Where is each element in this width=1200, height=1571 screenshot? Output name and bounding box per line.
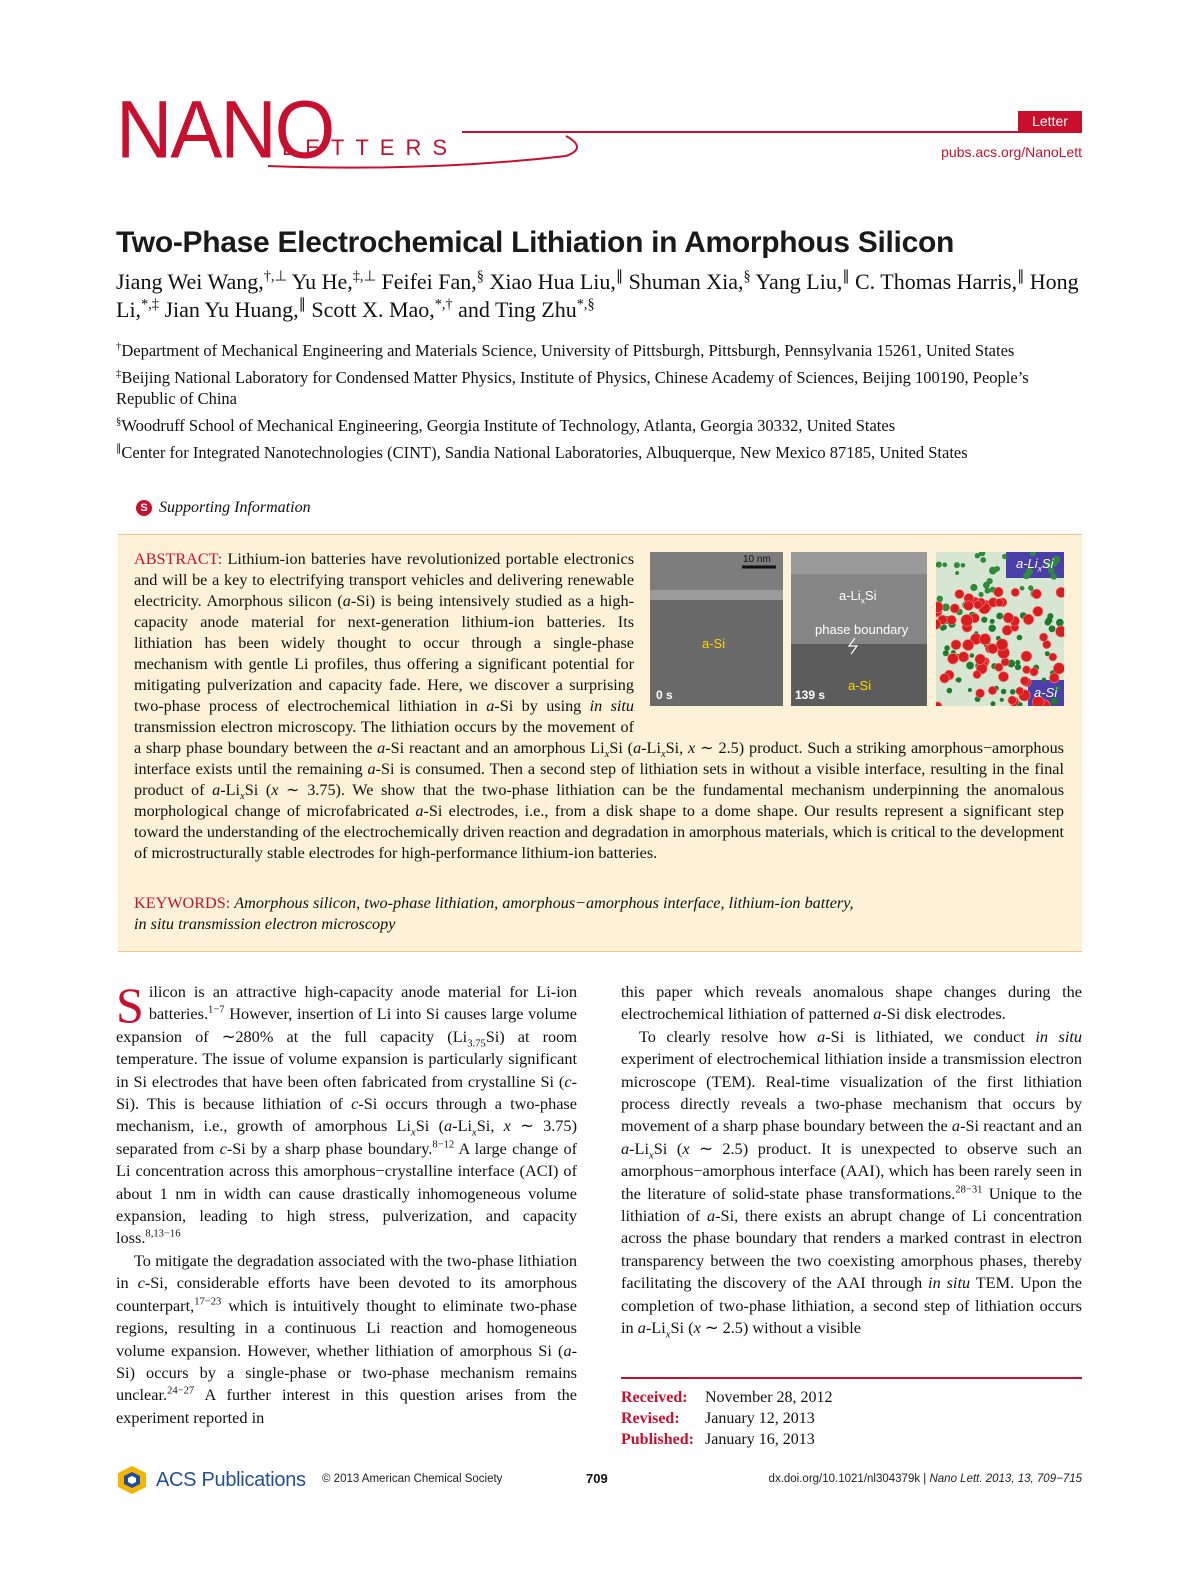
si-atom [947,688,953,694]
supporting-info-icon: S [136,500,152,516]
li-atom [955,590,964,599]
scale-bar-label: 10 nm [743,554,771,565]
li-atom [1049,673,1059,683]
affiliations [116,340,1082,469]
li-atom [1008,696,1017,705]
si-atom [944,645,950,651]
author-name: Jian Yu Huang, [164,297,299,322]
li-atom [1049,653,1057,661]
li-atom [994,587,1004,597]
li-atom [1030,668,1038,676]
author-affiliation-marks: ∥ [615,268,624,285]
li-atom [940,674,950,684]
si-atom [1020,586,1025,591]
si-atom [942,625,947,630]
author-affiliation-marks: †,⊥ [263,268,287,285]
si-atom [1051,573,1057,579]
li-atom [1020,677,1029,686]
affiliation-item [116,340,1082,361]
li-atom [1016,687,1024,695]
supporting-info-label: Supporting Information [159,499,311,516]
panel2-phase-boundary-label: phase boundary [815,622,909,637]
affiliation-mark: † [116,340,122,353]
li-atom [995,599,1003,607]
li-atom [1023,614,1034,625]
li-atom [976,689,985,698]
keywords [134,893,1064,935]
author-name: Shuman Xia, [628,269,744,294]
body-column-right [621,981,1082,1340]
tem-texture-icon [650,552,783,706]
author-name: Xiao Hua Liu, [489,269,616,294]
affiliation-text: Woodruff School of Mechanical Engineering, Georgia Institute of Technology, Atlanta, Georgia 30332, United States [121,416,896,435]
citation-text: Nano Lett. 2013, 13, 709−715 [929,1473,1082,1485]
acs-publications-logo[interactable] [116,1464,306,1496]
li-atom [950,604,959,613]
li-atom [980,634,991,645]
si-atom [979,592,984,597]
li-atom [964,601,974,611]
author-name: Hong Li, [116,269,1079,322]
li-atom [974,601,982,609]
si-atom [1028,585,1033,590]
atomistic-simulation-panel [936,552,1064,706]
page-footer [116,1464,1082,1500]
author-affiliation-marks: § [743,268,751,285]
affiliation-mark: ∥ [116,442,122,455]
affiliation-mark: ‡ [116,367,122,380]
panel3-asi-label: a-Si [1034,685,1058,700]
li-atom [961,614,973,626]
si-atom [968,688,972,692]
li-atom [973,671,981,679]
si-atom [984,584,988,588]
publication-history [621,1387,833,1450]
author-affiliation-marks: *,† [434,296,453,313]
keywords-heading: KEYWORDS: [134,894,231,912]
atom-cluster-icon [936,552,1064,706]
si-atom [994,566,1000,572]
panel3-alixsi-label: $a-Li_xSi$ [1016,556,1054,574]
li-atom [948,653,959,664]
li-atom [1056,587,1064,597]
article-type-badge: Letter [1018,111,1082,132]
si-atom [970,584,977,591]
author-affiliation-marks: ∥ [1017,268,1025,285]
author-affiliation-marks: § [476,268,484,285]
history-published: Published: January 16, 2013 [621,1431,815,1448]
si-atom [954,562,960,568]
tem-panel-139s [791,552,927,706]
tem-panel-0s [650,552,783,706]
si-atom [1047,613,1053,619]
li-atom [947,615,956,624]
abstract-heading: ABSTRACT: [134,550,223,568]
li-atom [1053,663,1064,674]
si-atom [981,617,987,623]
si-atom [1000,698,1004,702]
si-atom [1015,660,1020,665]
si-atom [943,650,949,656]
si-atom [990,619,995,624]
keywords-line-2: in situ transmission electron microscopy [134,915,396,933]
paragraph-3: this paper which reveals anomalous shape changes during the electrochemical lithiation of patterned a-Si disk electrodes. [621,982,1082,1024]
page-number: 709 [586,1471,608,1486]
si-atom [1015,664,1021,670]
history-revised: Revised: January 12, 2013 [621,1410,815,1427]
li-atom [1032,589,1042,599]
li-atom [1003,613,1013,623]
si-atom [1002,554,1007,559]
affiliation-item [116,442,1082,463]
si-atom [1017,635,1023,641]
paragraph-1: Silicon is an attractive high-capacity anode material for Li-ion batteries.$^{1-7}$ However, insertion of Li into Si causes large volume expansion of ∼280% at the full capacity $(Li_{3.75}Si)$ at room temperature. The issue of volume expansion is particularly significant in Si electrodes that have been often fabricated from crystalline Si (c-Si). This is because lithiation of c-Si occurs through a two-phase mechanism, i.e., growth of amorphous $Li_xSi$ ($a-Li_xSi$, x ∼ 3.75) separated from c-Si by a sharp phase boundary.$^{8-12}$ A large change of Li concentration across this amorphous−crystalline interface (ACI) of about 1 nm in width can cause drastically inhomogeneous volume expansion, leading to high stress, pulverization, and capacity loss.$^{8,13-16}$ [116,977,578,1248]
affiliation-item [116,415,1082,436]
si-atom [991,701,996,706]
supporting-information-link[interactable] [136,499,311,517]
author-name: Scott X. Mao, [311,297,435,322]
author-name: Yang Liu, [755,269,843,294]
author-affiliation-marks: ∥ [842,268,850,285]
panel1-time: 0 s [656,688,673,702]
acs-hexagon-icon [116,1464,148,1496]
li-atom [1056,626,1065,637]
si-atom [996,613,1003,620]
si-atom [1056,619,1064,627]
li-atom [995,663,1003,671]
author-name: C. Thomas Harris, [854,269,1018,294]
affiliation-item [116,367,1082,409]
author-affiliation-marks: *,§ [576,296,595,313]
si-atom [942,562,947,567]
author-name: Feifei Fan, [381,269,477,294]
li-atom [1021,651,1032,662]
author-affiliation-marks: *,‡ [141,296,159,313]
panel2-asi-label: a-Si [848,678,872,693]
panel2-time: 139 s [795,688,826,702]
panel2-alixsi-label: $a-Li_xSi$ [839,588,877,606]
doi-link[interactable]: dx.doi.org/10.1021/nl304379k [768,1473,921,1485]
si-atom [1042,678,1047,683]
drop-cap: S [116,977,144,1033]
si-atom [936,562,942,568]
li-atom [1033,606,1043,616]
li-atom [1039,633,1047,641]
li-atom [998,672,1008,682]
li-atom [988,686,996,694]
paragraph-4: To clearly resolve how a-Si is lithiated, we conduct in situ experiment of electrochemical lithiation inside a transmission electron microscope (TEM). Real-time visualization of the first lithiation process directly reveals a two-phase mechanism that occurs by movement of a sharp phase boundary between the a-Si reactant and an $a-Li_xSi$ (x ∼ 2.5) product. It is unexpected to observe such an amorphous−amorphous interface (AAI), which has been rarely seen in the literature of solid-state phase transformations.$^{28-31}$ Unique to the lithiation of a-Si, there exists an abrupt change of Li concentration across the phase boundary that renders a marked contrast in electron transparency between the two coexisting amorphous phases, thereby facilitating the discovery of the AAI through in situ TEM. Upon the completion of two-phase lithiation, a second step of lithiation occurs in $a-Li_xSi$ (x ∼ 2.5) without a visible [621,1026,1083,1341]
si-atom [1010,689,1016,695]
acs-publications-text: ACS Publications [156,1468,306,1491]
author-name: Jiang Wei Wang, [116,269,264,294]
article-title: Two-Phase Electrochemical Lithiation in Amorphous Silicon [116,226,955,259]
li-atom [958,652,968,662]
author-name: and Ting Zhu [458,297,577,322]
history-received: Received: November 28, 2012 [621,1389,833,1406]
affiliation-text: Center for Integrated Nanotechnologies (CINT), Sandia National Laboratories, Albuquerque, New Mexico 87185, United States [121,443,968,462]
si-atom [985,588,991,594]
doi-citation[interactable]: dx.doi.org/10.1021/nl304379k | Nano Lett. 2013, 13, 709−715 [768,1473,1082,1485]
si-atom [956,677,961,682]
author-list [116,268,1086,324]
affiliation-text: Beijing National Laboratory for Condensed Matter Physics, Institute of Physics, Chinese Academy of Sciences, Beijing 100190, People’s Republic of China [116,368,1029,408]
author-affiliation-marks: ∥ [298,296,306,313]
li-atom [963,639,974,650]
abstract-text: ABSTRACT: Lithium-ion batteries have revolutionized portable electronics and will be a key to electrifying transport vehicles and delivering renewable electricity. Amorphous silicon (a-Si) is being intensively studied as a high-capacity anode material for next-generation lithium-ion batteries. Its lithiation has been widely thought to occur through a single-phase mechanism with gentle Li profiles, thus offering a significant potential for mitigating pulverization and capacity fade. Here, we discover a surprising two-phase process of electrochemical lithiation in a-Si by using in situ transmission electron microscopy. The lithiation occurs by the movement of a sharp phase boundary between the a-Si reactant and an amorphous $Li_xSi$ ($a-Li_xSi$, x ∼ 2.5) product. Such a striking amorphous−amorphous interface exists until the remaining a-Si is consumed. Then a second step of lithiation sets in without a visible interface, resulting in the final product of $a-Li_xSi$ (x ∼ 3.75). We show that the two-phase lithiation can be the fundamental mechanism underpinning the anomalous morphological change of microfabricated a-Si electrodes, i.e., from a disk shape to a dome shape. Our results represent a significant step toward the understanding of the electrochemically driven reaction and degradation in amorphous materials, which is critical to the development of microstructurally stable electrodes for high-performance lithium-ion batteries. [134,550,1065,862]
li-atom [1011,588,1019,596]
si-atom [966,662,974,670]
body-column-left [116,977,578,1429]
si-atom [989,625,996,632]
logo-nano: NANO [116,82,334,176]
si-atom [980,557,986,563]
si-atom [1001,689,1007,695]
si-atom [955,571,959,575]
author-name: Yu He, [291,269,353,294]
si-atom [961,563,966,568]
keywords-line-1: Amorphous silicon, two-phase lithiation, amorphous−amorphous interface, lithium-ion battery, [234,894,854,912]
panel1-asi-label: a-Si [702,636,726,651]
affiliation-text: Department of Mechanical Engineering and Materials Science, University of Pittsburgh, Pittsburgh, Pennsylvania 15261, United States [121,341,1015,360]
paragraph-2: To mitigate the degradation associated with the two-phase lithiation in c-Si, considerable efforts have been devoted to its amorphous counterpart,$^{17-23}$ which is intuitively thought to eliminate two-phase regions, resulting in a continuous Li reaction and homogeneous volume expansion. However, whether lithiation of amorphous Si (a-Si) occurs by a single-phase or two-phase mechanism remains unclear.$^{24-27}$ A further interest in this question arises from the experiment reported in [116,1250,577,1427]
li-atom [988,644,998,654]
header-rule [462,131,1082,133]
history-rule [621,1377,1082,1379]
li-atom [936,702,942,706]
journal-url-link[interactable]: pubs.acs.org/NanoLett [941,144,1082,160]
author-affiliation-marks: ‡,⊥ [352,268,376,285]
logo-letters: LETTERS [282,135,459,160]
li-atom [1023,666,1031,674]
si-atom [970,653,975,658]
si-atom [1049,625,1056,632]
copyright: © 2013 American Chemical Society [322,1473,503,1485]
journal-logo [116,82,476,178]
li-atom [951,640,961,650]
affiliation-mark: § [116,415,122,428]
li-atom [975,654,986,665]
